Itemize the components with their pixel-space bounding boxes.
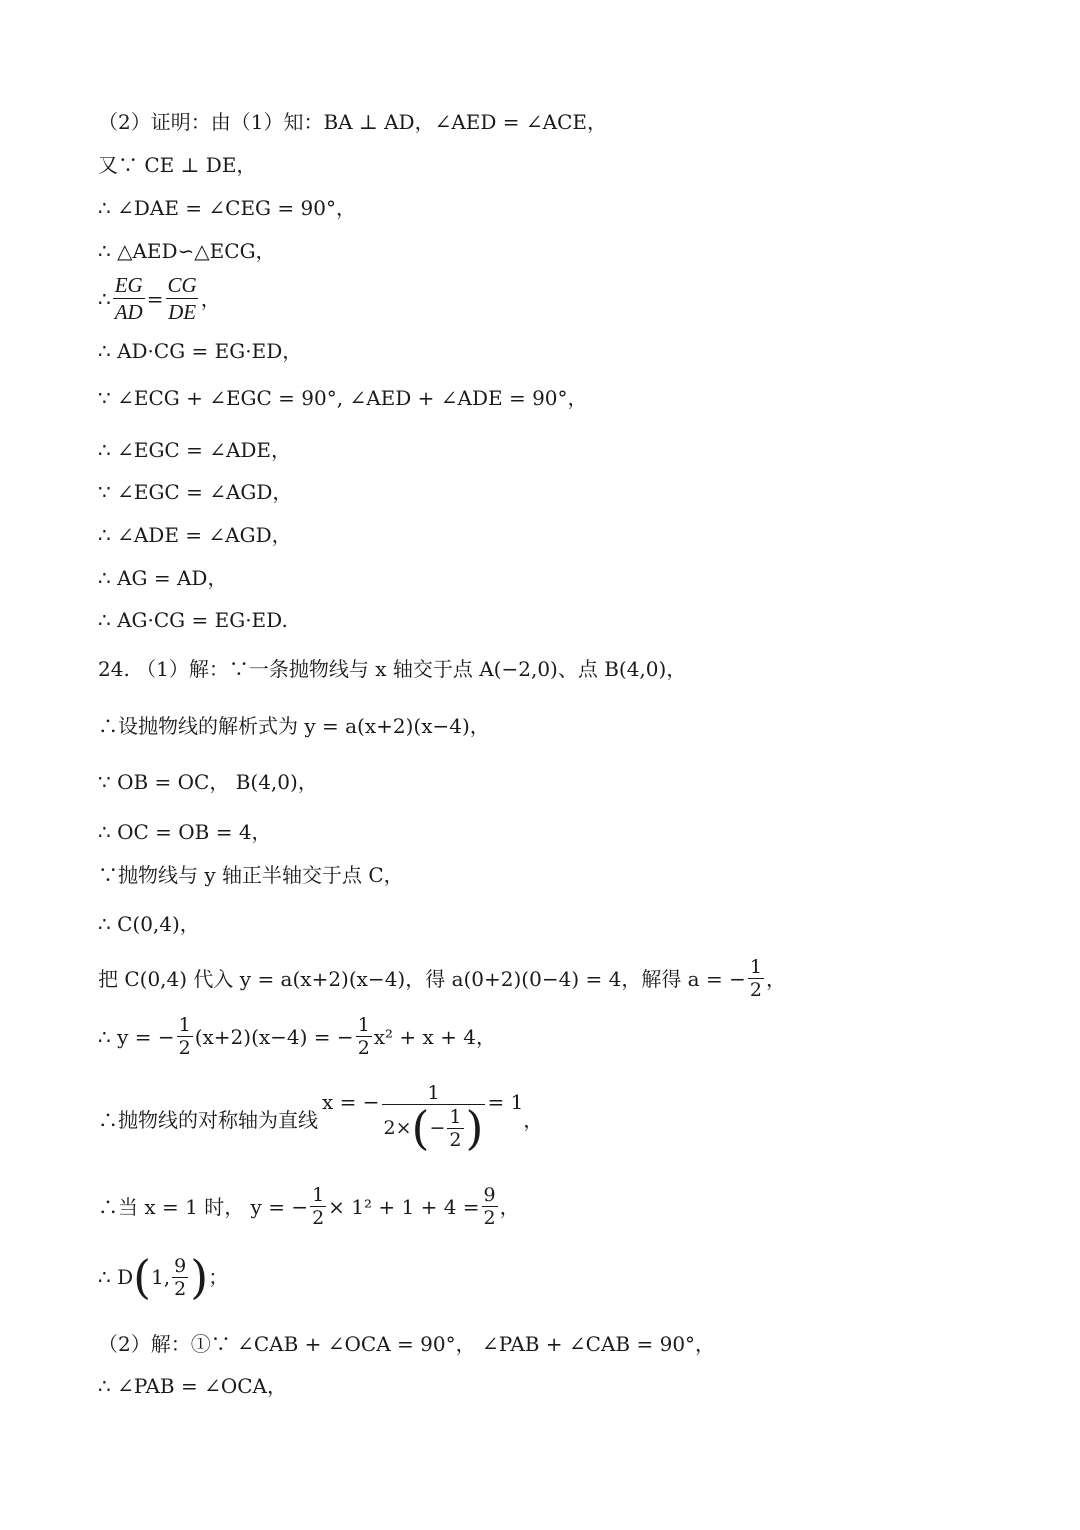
proof-line-8: ∴ ∠EGC = ∠ADE， bbox=[98, 438, 292, 462]
fraction-one-half: $\frac{1}{2}$ bbox=[312, 1184, 325, 1229]
proof-line-3: ∴ ∠DAE = ∠CEG = 90°， bbox=[98, 196, 356, 220]
problem-24-line-6: ∴ C(0,4)， bbox=[98, 912, 200, 936]
proof-line-7: ∵ ∠ECG + ∠EGC = 90°, ∠AED + ∠ADE = 90°， bbox=[98, 386, 588, 410]
proof-line-1: （2）证明：由（1）知：BA ⊥ AD，∠AED = ∠ACE， bbox=[98, 110, 608, 134]
proof-line-2: 又∵ CE ⊥ DE， bbox=[98, 153, 257, 177]
problem-24-line-2: ∴设抛物线的解析式为 y = a(x+2)(x−4)， bbox=[98, 714, 490, 738]
problem-24-line-10: ∴当 x = 1 时， y = − $\frac{1}{2}$ × 1² + 1 + 4 = $\frac{9}{2}$ ， bbox=[98, 1184, 520, 1229]
problem-24-part2-line-1: （2）解：①∵ ∠CAB + ∠OCA = 90°， ∠PAB + ∠CAB = 90°， bbox=[98, 1332, 716, 1356]
fraction-one-half: $\frac{1}{2}$ bbox=[178, 1014, 191, 1059]
proof-line-10: ∴ ∠ADE = ∠AGD， bbox=[98, 523, 292, 547]
fraction-cg-de: $\frac{CG}{DE}$ bbox=[167, 273, 197, 324]
fraction-eg-ad: $\frac{EG}{AD}$ bbox=[114, 273, 143, 324]
problem-24-line-11-vertex: ∴ D ( 1, $\frac{9}{2}$ ) ； bbox=[98, 1250, 229, 1304]
problem-24-line-5: ∵抛物线与 y 轴正半轴交于点 C， bbox=[98, 863, 404, 887]
fraction-axis-formula: 1 2× ( − $\frac{1}{2}$ ) bbox=[383, 1082, 484, 1155]
proof-line-6: ∴ AD·CG = EG·ED， bbox=[98, 339, 303, 363]
proof-line-11: ∴ AG = AD， bbox=[98, 566, 228, 590]
proof-line-4: ∴ △AED∽△ECG， bbox=[98, 239, 276, 263]
problem-24-line-1: 24. （1）解：∵一条抛物线与 x 轴交于点 A(−2,0)、点 B(4,0)， bbox=[98, 657, 687, 681]
problem-24-line-3: ∵ OB = OC， B(4,0)， bbox=[98, 770, 318, 794]
problem-24-line-4: ∴ OC = OB = 4， bbox=[98, 820, 272, 844]
proof-line-5-ratio: ∴ $\frac{EG}{AD}$ = $\frac{CG}{DE}$ ， bbox=[98, 273, 221, 324]
fraction-nine-halves: $\frac{9}{2}$ bbox=[483, 1184, 496, 1229]
problem-24-line-9-axis: ∴抛物线的对称轴为直线 x = − 1 2× ( − $\frac{1}{2}$ ) = 1 ， bbox=[98, 1082, 544, 1155]
fraction-one-half: $\frac{1}{2}$ bbox=[749, 956, 762, 1001]
problem-24-line-8: ∴ y = − $\frac{1}{2}$ (x+2)(x−4) = − $\frac{1}{2}$ x² + x + 4， bbox=[98, 1014, 497, 1059]
fraction-one-half: $\frac{1}{2}$ bbox=[449, 1105, 462, 1151]
fraction-one-half: $\frac{1}{2}$ bbox=[357, 1014, 370, 1059]
problem-24-line-7: 把 C(0,4) 代入 y = a(x+2)(x−4)，得 a(0+2)(0−4) = 4，解得 a = − $\frac{1}{2}$ ， bbox=[98, 956, 786, 1001]
fraction-nine-halves: $\frac{9}{2}$ bbox=[174, 1254, 187, 1300]
proof-line-12: ∴ AG·CG = EG·ED. bbox=[98, 608, 288, 632]
proof-line-9: ∵ ∠EGC = ∠AGD， bbox=[98, 480, 293, 504]
problem-24-part2-line-2: ∴ ∠PAB = ∠OCA， bbox=[98, 1374, 287, 1398]
